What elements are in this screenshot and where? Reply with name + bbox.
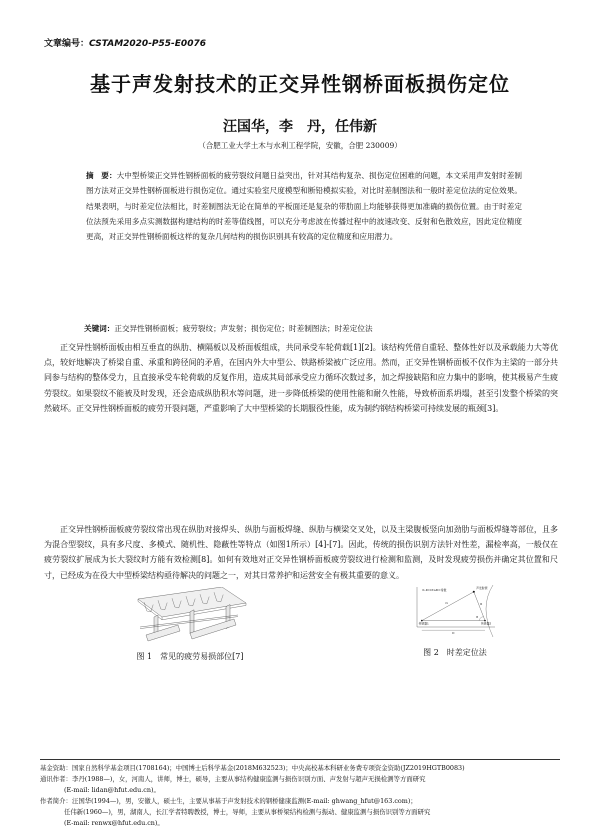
article-number	[44, 36, 206, 49]
sensor-2-point	[484, 620, 486, 622]
figure-1-caption: 图 1 常见的疲劳易损部位[7]	[136, 652, 244, 661]
abstract-text: 大中型桥梁正交异性钢桥面板的疲劳裂纹问题日益突出，针对其结构复杂、损伤定位困难的问题，本文采用声发射时差制图方法对正交异性钢桥面板进行损伤定位。通过实验室尺度模型和断铅模拟实验，对比时差制图法和一般时差定位法的定位效果。结果表明，与时差定位法相比，时差制图法无论在简单的平板面还是复杂的带肋面上均能够获得更加准确的损伤位置。由于时差定位法预先采用多点实测数据构建结构的时差等值线图，可以充分考虑波在传播过程中的波速改变、反射和色散效应，因此定位精度更高，对正交异性钢桥面板这样的复杂几何结构的损伤识别具有较高的定位精度和应用潜力。	[86, 171, 523, 242]
article-number-label: 文章编号：	[44, 39, 90, 49]
figure-1	[40, 587, 340, 757]
abstract	[86, 168, 522, 244]
r1-label: r1	[445, 600, 448, 605]
source-label: 声发射源	[476, 586, 488, 590]
intro-paragraph-1: 正交异性钢桥面板由相互垂直的纵肋、横隔板以及桥面板组成，共同承受车轮荷载[1][2]。该结构凭借自重轻、整体性好以及承载能力大等优点，较好地解决了桥梁自重、承重和跨径间的矛盾，在国内外大中型公、铁路桥梁被广泛应用。然而，正交异性钢桥面板不仅作为主梁的一部分共同参与结构的整体受力，且直接承受车轮荷载的反复作用，造成其局部承受应力循环次数过多，加之焊接缺陷和应力集中的影响，使其极易产生疲劳裂纹。如果裂纹不能被及时发现，还会造成纵肋积水等问题，进一步降低桥梁的使用性能和耐久性能，导致桥面系坍塌，甚至引发整个桥梁的突然破坏。正交异性钢桥面板的疲劳开裂问题，严重影响了大中型桥梁的长期服役性能，成为制约钢结构桥梁可持续发展的瓶颈[3]。	[44, 343, 558, 413]
R-label: R	[480, 602, 483, 606]
authors: 汪国华，李 丹，任伟新	[223, 119, 377, 135]
keywords	[84, 323, 524, 334]
footnote-bio-2-email: (E-mail: renwx@hfut.edu.cn)。	[64, 819, 164, 827]
sensor-1-point	[421, 620, 423, 622]
figure-2-caption: 图 2 时差定位法	[423, 648, 487, 657]
intro-paragraph-2: 正交异性钢桥面板疲劳裂纹常出现在纵肋对接焊头、纵肋与面板焊缝、纵肋与横梁交叉处，以及主梁腹板竖向加劲肋与面板焊缝等部位，且多为混合型裂纹，具有多尺度、多模式、随机性、隐蔽性等特点（如图1所示）[4]-[7]。因此，传统的损伤识别方法针对性差，漏检率高，一般仅在疲劳裂纹扩展成为长大裂纹时方能有效检测[8]。如何有效地对正交异性钢桥面板疲劳裂纹进行检测和监测，及时发现疲劳损伤并确定其位置和尺寸，已经成为在役大中型桥梁结构亟待解决的问题之一，对其日常养护和运营安全有极其重要的意义。	[44, 525, 558, 580]
footnotes	[40, 763, 560, 829]
footnote-funding: 基金资助：国家自然科学基金项目(1708164)；中国博士后科学基金(2018M632523)；中央高校基本科研业务费专项资金资助(JZ2019HGTB0083)	[40, 764, 465, 772]
tdoa-diagram	[350, 583, 560, 643]
paper-title: 基于声发射技术的正交异性钢桥面板损伤定位	[90, 72, 510, 96]
figure-2	[350, 583, 560, 753]
keywords-text: 正交异性钢桥面板；疲劳裂纹；声发射；损伤定位；时差制图法；时差定位法	[114, 324, 373, 333]
D-label: D	[452, 631, 455, 636]
affiliation: （合肥工业大学土木与水利工程学院，安徽，合肥 230009）	[198, 141, 402, 150]
footnote-corresponding: 通讯作者：李丹(1988—)，女，河南人，讲师，博士，硕导，主要从事结构健康监测与损伤识别方面、声发射与超声无损检测等方面研究	[40, 775, 426, 783]
footnote-divider	[40, 759, 560, 760]
sensor-2-label: 传感器2	[481, 621, 492, 626]
footnote-corresponding-email: (E-mail: lidan@hfut.edu.cn)。	[64, 786, 160, 794]
footnote-bio-1: 作者简介：汪国华(1994—)，男，安徽人，硕士生，主要从事基于声发射技术的钢桥健康监测(E-mail: ghwang_hfut@163.com)；	[40, 797, 417, 805]
bridge-deck-sketch	[40, 587, 340, 647]
theta-label: θ	[476, 615, 478, 620]
source-point	[473, 591, 475, 593]
abstract-label: 摘 要：	[86, 171, 117, 180]
footnote-bio-2: 任伟新(1960—)，男，湖南人，长江学者特聘教授，博士，导师，主要从事桥梁结构检测与振动、健康监测与损伤识别等方面研究	[64, 808, 431, 816]
keywords-label: 关键词：	[84, 324, 115, 333]
equation-label: r1-R=Ct×Δt=常数	[421, 588, 447, 592]
article-number-value: CSTAM2020-P55-E0076	[89, 39, 206, 49]
sensor-1-label: 传感器1	[418, 621, 429, 626]
